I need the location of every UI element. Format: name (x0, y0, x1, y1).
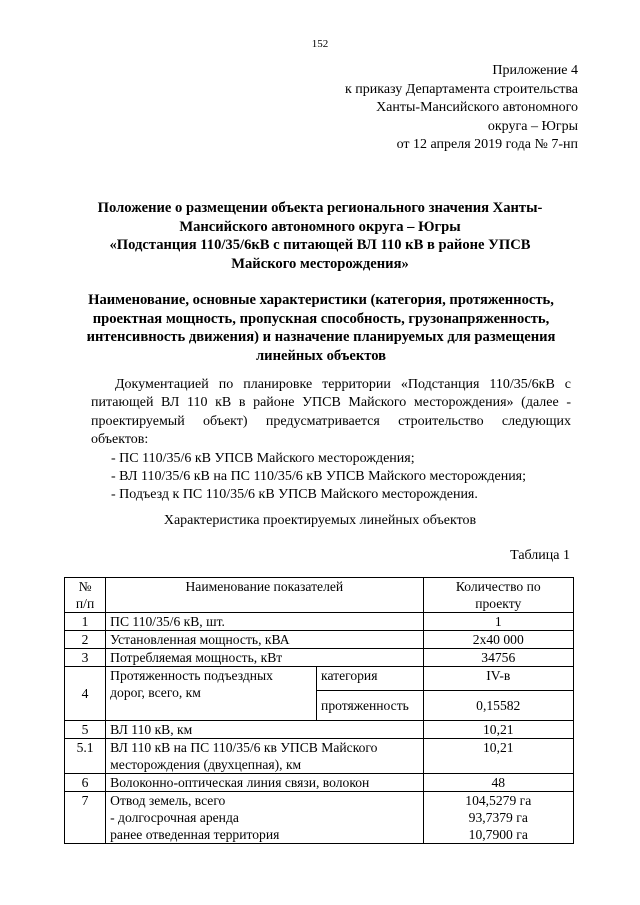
row-name-line: ранее отведенная территория (110, 827, 280, 842)
table-header-row (65, 578, 574, 613)
row-name-line: Протяженность подъездных (110, 668, 273, 683)
row-name: Волоконно-оптическая линия связи, волокон (106, 774, 423, 792)
row-value-line: 104,5279 га (465, 793, 532, 808)
document-title (70, 199, 570, 273)
section-subtitle: Наименование, основные характеристики (категория, протяженность, проектная мощность, пропускная способность, грузонапряженность, интенсивность движения) и назначение планируемых для размещения линейных объектов (86, 292, 556, 364)
title-line: «Подстанция 110/35/6кВ с питающей ВЛ 110 кВ в районе УПСВ (109, 237, 531, 253)
row-name (106, 792, 423, 844)
page-number: 152 (311, 38, 329, 50)
appendix-block (278, 62, 578, 155)
row-name: ПС 110/35/6 кВ, шт. (106, 613, 423, 631)
row-name-line: дорог, всего, км (110, 685, 201, 700)
title-line: Майского месторождения» (231, 255, 409, 272)
row-name-line: Отвод земель, всего (110, 793, 226, 808)
row-value: 34756 (423, 649, 573, 667)
row-name-line: - долгосрочная аренда (110, 810, 239, 825)
row-name (106, 667, 317, 721)
characteristics-heading: Характеристика проектируемых линейных объектов (163, 513, 477, 528)
row-subname: протяженность (317, 691, 423, 721)
appendix-line: от 12 апреля 2019 года № 7-нп (396, 137, 578, 152)
appendix-line: к приказу Департамента строительства (344, 81, 578, 97)
row-num: 3 (65, 649, 106, 667)
row-value-line: 93,7379 га (468, 810, 528, 825)
row-subname: категория (317, 667, 423, 691)
row-name: ВЛ 110 кВ, км (106, 721, 423, 739)
row-value: 10,21 (423, 721, 573, 739)
table-row (65, 774, 574, 792)
appendix-line: округа – Югры (487, 118, 578, 134)
header-value-line: Количество по (455, 579, 541, 594)
row-value: IV-в (423, 667, 573, 691)
row-name: Установленная мощность, кВА (106, 631, 423, 649)
header-num (65, 578, 106, 613)
row-name (106, 739, 423, 774)
table-label: Таблица 1 (510, 548, 570, 563)
row-num: 5.1 (65, 739, 106, 774)
row-value: 48 (423, 774, 573, 792)
table-row (65, 721, 574, 739)
table-row (65, 667, 574, 691)
table-row (65, 613, 574, 631)
row-num: 5 (65, 721, 106, 739)
row-num: 7 (65, 792, 106, 844)
row-num: 2 (65, 631, 106, 649)
row-value: 0,15582 (423, 691, 573, 721)
table-row (65, 631, 574, 649)
row-num: 4 (65, 667, 106, 721)
row-value: 2х40 000 (423, 631, 573, 649)
header-value-line: проекту (475, 596, 522, 611)
row-num: 1 (65, 613, 106, 631)
row-value (423, 792, 573, 844)
row-name-line: ВЛ 110 кВ на ПС 110/35/6 кв УПСВ Майского (110, 740, 378, 755)
row-name-line: месторождения (двухцепная), км (110, 757, 302, 772)
header-name: Наименование показателей (106, 578, 423, 613)
row-name: Потребляемая мощность, кВт (106, 649, 423, 667)
header-num-line: № (78, 579, 92, 594)
appendix-line: Приложение 4 (492, 63, 578, 78)
list-item: - ПС 110/35/6 кВ УПСВ Майского месторождения; (111, 450, 415, 466)
header-value (423, 578, 573, 613)
table-row (65, 649, 574, 667)
list-item: - Подъезд к ПС 110/35/6 кВ УПСВ Майского месторождения. (111, 487, 478, 503)
row-num: 6 (65, 774, 106, 792)
title-line: Мансийского автономного округа – Югры (179, 218, 461, 235)
header-num-line: п/п (75, 596, 95, 611)
appendix-line: Ханты-Мансийского автономного (376, 100, 578, 115)
characteristics-table (64, 577, 574, 844)
table-row (65, 739, 574, 774)
intro-paragraph: Документацией по планировке территории «Подстанция 110/35/6кВ с питающей ВЛ 110 кВ в районе УПСВ Майского месторождения» (далее - проектируемый объект) предусматривается строительство следующих объектов: (91, 377, 571, 448)
title-line: Положение о размещении объекта регионального значения Ханты- (97, 200, 543, 216)
row-value-line: 10,7900 га (468, 827, 528, 842)
body-text (91, 376, 571, 505)
row-value: 10,21 (423, 739, 573, 774)
row-value: 1 (423, 613, 573, 631)
list-item: - ВЛ 110/35/6 кВ на ПС 110/35/6 кВ УПСВ Майского месторождения; (111, 469, 527, 485)
table-row (65, 792, 574, 844)
